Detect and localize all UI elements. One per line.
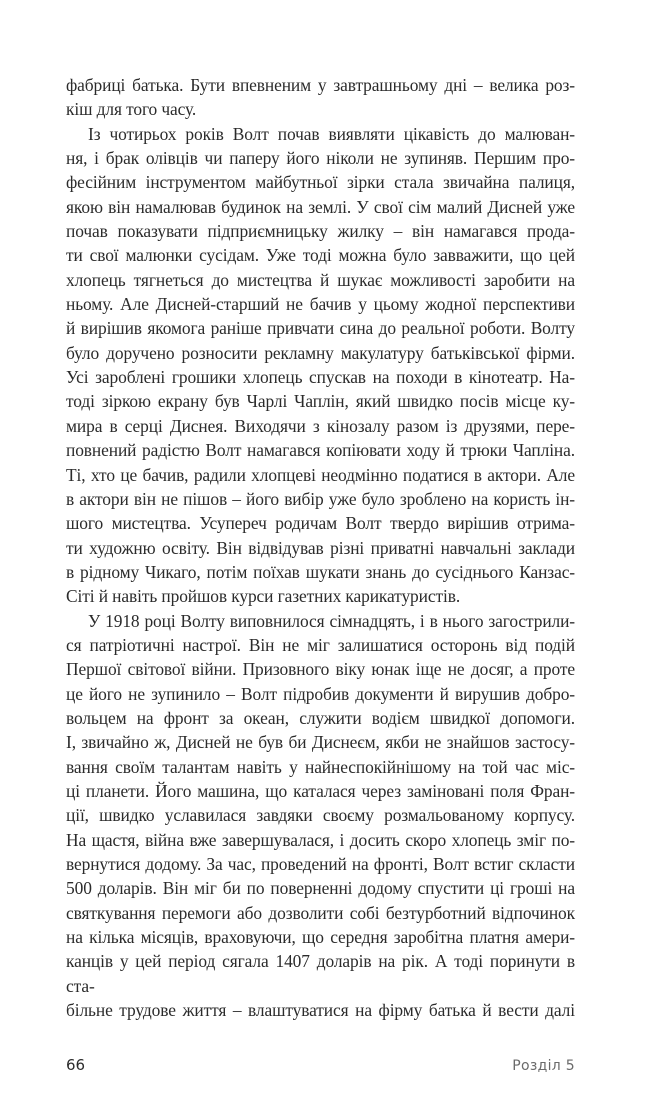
text-line: Сіті й навіть пройшов курси газетних карикатуристів. [66, 586, 461, 607]
paragraph [66, 73, 575, 122]
text-line: ції, швидко уславилася завдяки своєму розмальованому корпусу. [66, 805, 575, 826]
text-line: шого мистецтва. Усупереч родичам Волт твердо вирішив отрима- [66, 513, 575, 534]
text-line: І, звичайно ж, Дисней не був би Диснеєм, якби не знайшов застосу- [66, 732, 575, 753]
text-line: почав показувати підприємницьку жилку – він намагався прода- [66, 221, 575, 242]
paragraph [66, 609, 575, 1023]
text-line: повнений радістю Волт намагався копіювати ходу й трюки Чапліна. [66, 440, 575, 461]
text-line: Першої світової війни. Призовного віку юнак іще не досяг, а проте [66, 659, 575, 680]
text-line: на кілька місяців, враховуючи, що середня заробітна платня амери- [66, 927, 575, 948]
text-line: На щастя, війна вже завершувалася, і досить скоро хлопець зміг по- [66, 829, 575, 850]
text-line: ти свої малюнки сусідам. Уже тоді можна було завважити, що цей [66, 245, 575, 266]
text-line: кіш для того часу. [66, 99, 197, 120]
text-line: ня, і брак олівців чи паперу його ніколи не зупиняв. Першим про- [66, 148, 575, 169]
text-line: було доручено розносити рекламну макулатуру батьківської фірми. [66, 342, 575, 363]
text-line: святкування перемоги або дозволити собі безтурботний відпочинок [66, 902, 575, 923]
text-line: Із чотирьох років Волт почав виявляти цікавість до малюван- [88, 123, 575, 144]
text-line: вернутися додому. За час, проведений на фронті, Волт встиг скласти [66, 854, 575, 874]
text-line: 500 доларів. Він міг би по поверненні додому спустити ці гроші на [66, 878, 575, 899]
text-line: У 1918 році Волту виповнилося сімнадцять, і в нього загострили- [88, 610, 575, 631]
text-line: в рідному Чикаго, потім поїхав шукати знань до сусіднього Канзас- [66, 561, 575, 582]
text-line: в актори він не пішов – його вибір уже було зроблено на користь ін- [66, 488, 575, 509]
text-line: Усі зароблені грошики хлопець спускав на походи в кінотеатр. На- [66, 367, 575, 388]
text-line: й вирішив якомога раніше привчати сина до реальної роботи. Волту [66, 318, 575, 339]
chapter-label: Розділ 5 [512, 1058, 575, 1075]
text-line: канців у цей період сягала 1407 доларів на рік. А тоді поринути в ста- [66, 951, 575, 996]
text-line: фабриці батька. Бути впевненим у завтрашньому дні – велика роз- [66, 75, 575, 95]
body-text [66, 73, 575, 1022]
paragraph [66, 122, 575, 609]
page-number: 66 [66, 1056, 86, 1075]
text-line: вольцем на фронт за океан, служити водієм швидкої допомоги. [66, 707, 575, 728]
text-line: хлопець тягнеться до мистецтва й шукає можливості заробити на [66, 269, 575, 290]
text-line: тоді зіркою екрану був Чарлі Чаплін, який швидко посів місце ку- [66, 391, 575, 412]
text-line: вання своїм талантам навіть у найнеспокійнішому на той час міс- [66, 756, 575, 777]
text-line: ці планети. Його машина, що каталася через заміновані поля Фран- [66, 780, 575, 801]
text-line: це його не зупинило – Волт підробив документи й вирушив добро- [66, 683, 575, 704]
text-line: ньому. Але Дисней-старший не бачив у цьому жодної перспективи [66, 294, 575, 315]
text-line: ся патріотичні настрої. Він не міг залишатися осторонь від подій [66, 634, 575, 655]
text-line: мира в серці Диснея. Виходячи з кінозалу разом із друзями, пере- [66, 415, 575, 436]
text-line: ти художню освіту. Він відвідував різні приватні навчальні заклади [66, 537, 575, 558]
page-footer [66, 1056, 575, 1074]
text-line: якою він намалював будинок на землі. У свої сім малий Дисней уже [66, 196, 575, 217]
text-line: більне трудове життя – влаштуватися на фірму батька й вести далі [66, 1000, 575, 1021]
text-line: Ті, хто це бачив, радили хлопцеві неодмінно податися в актори. Але [66, 464, 575, 485]
text-line: фесійним інструментом майбутньої зірки стала звичайна палиця, [66, 172, 575, 193]
